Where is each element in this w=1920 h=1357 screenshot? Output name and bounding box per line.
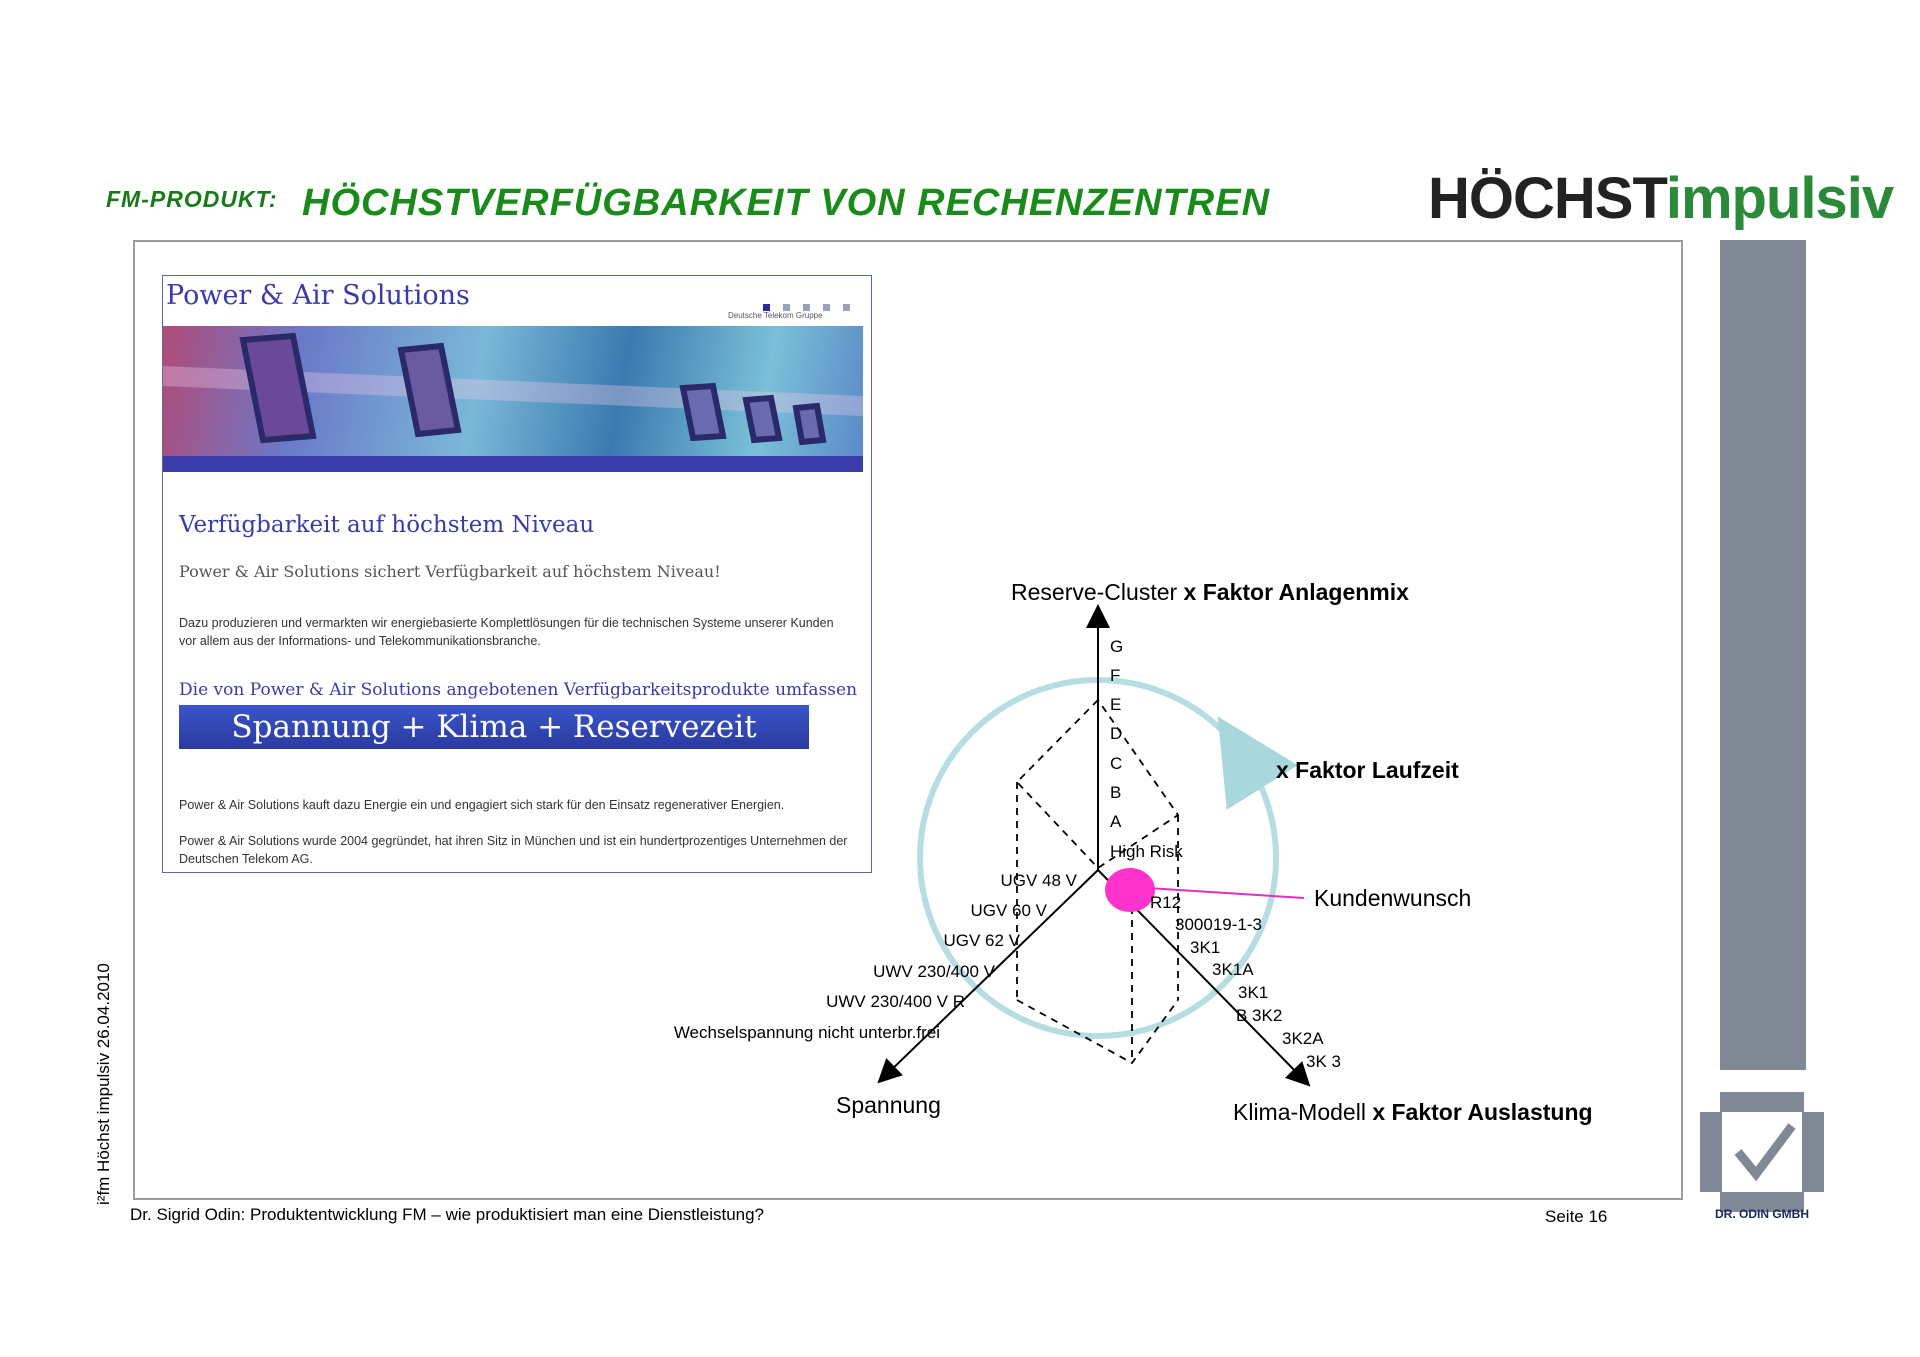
- right-tick: 3K2A: [1282, 1029, 1324, 1048]
- footer-text: Dr. Sigrid Odin: Produktentwicklung FM – wie produktisiert man eine Dienstleistung?: [130, 1205, 765, 1224]
- ad-tagline: Deutsche Telekom Gruppe: [728, 311, 823, 320]
- left-tick: UGV 60 V: [970, 901, 1047, 920]
- header-label: FM-PRODUKT:: [106, 186, 278, 212]
- ad-subheading: Die von Power & Air Solutions angebotenen Verfügbarkeitsprodukte umfassen: [179, 680, 858, 700]
- right-tick: 300019-1-3: [1175, 915, 1262, 934]
- right-tick: 3K1A: [1212, 960, 1254, 979]
- top-tick: A: [1110, 812, 1122, 831]
- page-number: Seite 16: [1545, 1207, 1608, 1226]
- left-tick: UGV 62 V: [943, 931, 1020, 950]
- left-tick: Wechselspannung nicht unterbr.frei: [673, 1023, 940, 1042]
- company-name: DR. ODIN GMBH: [1715, 1207, 1809, 1221]
- right-tick: B 3K2: [1236, 1006, 1283, 1025]
- top-tick: High Risk: [1110, 842, 1183, 861]
- ad-paragraph-3: Power & Air Solutions wurde 2004 gegründet, hat ihren Sitz in München und ist ein hundertprozentiges Unternehmen der Deutschen Telekom AG.: [179, 834, 848, 866]
- left-tick: UWV 230/400 V: [873, 962, 995, 981]
- ad-lead: Power & Air Solutions sichert Verfügbarkeit auf höchstem Niveau!: [179, 562, 721, 581]
- top-tick: E: [1110, 695, 1122, 714]
- left-tick: UWV 230/400 V R: [826, 992, 965, 1011]
- page-title: HÖCHSTVERFÜGBARKEIT VON RECHENZENTREN: [302, 182, 1271, 224]
- top-tick: C: [1110, 754, 1123, 773]
- ad-paragraph-1: Dazu produzieren und vermarkten wir energiebasierte Komplettlösungen für die technischen Systeme unserer Kunden vor allem aus der Informations- und Telekommunikationsbranche.: [179, 616, 834, 648]
- left-tick: UGV 48 V: [1000, 871, 1077, 890]
- side-date-label: i²fm Höchst impulsiv 26.04.2010: [94, 963, 113, 1205]
- right-tick: 3K 3: [1306, 1052, 1341, 1071]
- top-axis-ticks: [1110, 637, 1183, 861]
- ad-paragraph-2: Power & Air Solutions kauft dazu Energie ein und engagiert sich stark für den Einsatz regenerativer Energien.: [179, 798, 785, 812]
- top-tick: B: [1110, 783, 1122, 802]
- top-tick: G: [1110, 637, 1124, 656]
- right-tick: R12: [1150, 893, 1182, 912]
- ad-highlight: Spannung + Klima + Reservezeit: [179, 705, 809, 749]
- ad-brand: Power & Air Solutions: [166, 280, 470, 311]
- right-axis-ticks: [1150, 893, 1341, 1071]
- left-axis-title: Spannung: [836, 1092, 941, 1118]
- ad-heading: Verfügbarkeit auf höchstem Niveau: [179, 512, 595, 538]
- logo-part2: impulsiv: [1665, 166, 1894, 231]
- marker-label: Kundenwunsch: [1314, 885, 1472, 911]
- top-axis-title: Reserve-Cluster x Faktor Anlagenmix: [1011, 579, 1409, 605]
- right-tick: 3K1: [1238, 983, 1269, 1002]
- logo-part1: HÖCHST: [1428, 166, 1666, 231]
- top-tick: F: [1110, 666, 1121, 685]
- rotation-label: x Faktor Laufzeit: [1276, 757, 1459, 783]
- right-axis-title: Klima-Modell x Faktor Auslastung: [1233, 1099, 1593, 1125]
- customer-marker: [1105, 868, 1155, 912]
- top-tick: D: [1110, 724, 1123, 743]
- right-tick: 3K1: [1190, 938, 1221, 957]
